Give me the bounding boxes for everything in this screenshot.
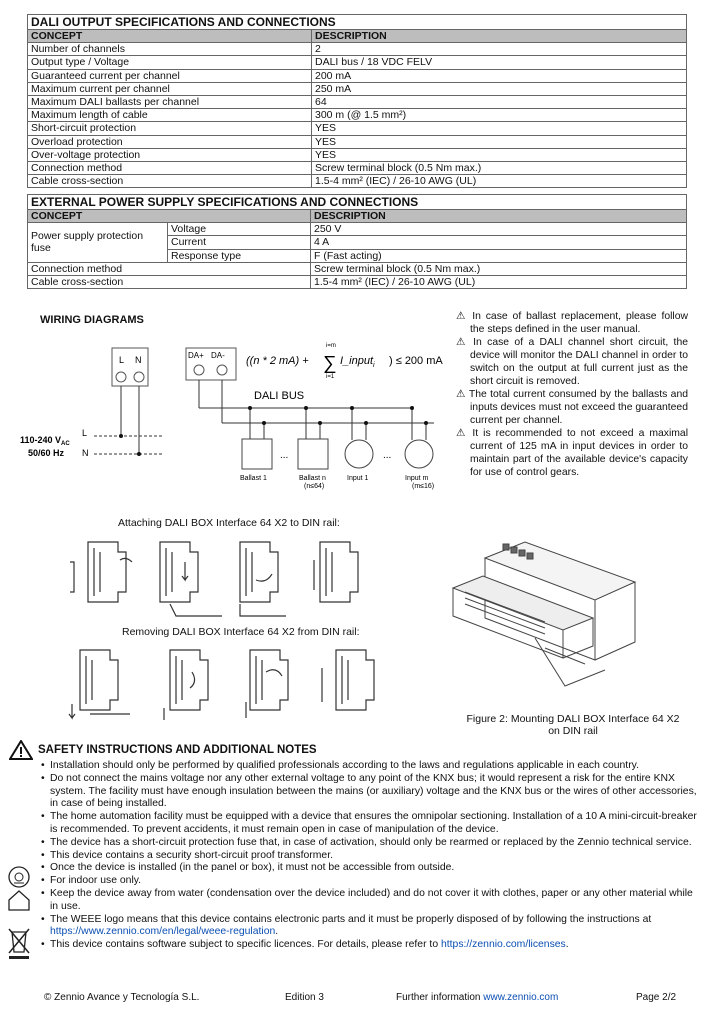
spec-value: YES	[312, 135, 687, 148]
warning-icon	[9, 740, 33, 760]
figure-caption-line-1: Figure 2: Mounting DALI BOX Interface 64 X2	[466, 713, 680, 725]
power-head-concept: CONCEPT	[28, 210, 311, 223]
safety-item: • Once the device is installed (in the panel or box), it must not be accessible from outside.	[50, 862, 702, 875]
spec-value: YES	[312, 122, 687, 135]
safety-item: • The device has a short-circuit protection fuse that, in case of activation, should only be rearmed or replaced by the Zennio technical service.	[50, 837, 702, 850]
spec-concept: Connection method	[28, 161, 312, 174]
safety-item-weee: • The WEEE logo means that this device contains electronic parts and it must be properly disposed of by following the instructions at https://www.zennio.com/en/legal/weee-regulation.	[50, 914, 702, 940]
spec-concept: Cable cross-section	[28, 175, 312, 188]
attach-illustration	[60, 532, 380, 622]
output-head-concept: CONCEPT	[28, 30, 312, 43]
table-row	[28, 56, 687, 69]
safety-item: • Installation should only be performed by qualified professionals according to the laws and regulations applicable in each country.	[50, 760, 702, 773]
fuse-response-value: F (Fast acting)	[311, 249, 687, 262]
table-row	[28, 175, 687, 188]
cable-section-label: Cable cross-section	[28, 275, 311, 288]
footer-info: Further information www.zennio.com	[396, 992, 559, 1003]
step-illustration	[322, 650, 374, 710]
spec-value: 1.5-4 mm² (IEC) / 26-10 AWG (UL)	[312, 175, 687, 188]
spec-value: 200 mA	[312, 69, 687, 82]
line-N-label: N	[82, 448, 89, 458]
spec-concept: Over-voltage protection	[28, 148, 312, 161]
attach-caption: Attaching DALI BOX Interface 64 X2 to DIN rail:	[118, 517, 340, 529]
formula-sum-bottom: i=1	[326, 374, 335, 380]
wiring-notes	[456, 310, 688, 479]
table-row	[28, 109, 687, 122]
safety-list	[40, 760, 702, 952]
transformer-icon	[6, 865, 32, 889]
step-illustration	[69, 650, 130, 718]
da-plus-label: DA+	[188, 351, 204, 360]
fuse-voltage-label: Voltage	[168, 223, 311, 236]
figure-caption-line-2: on DIN rail	[548, 725, 598, 737]
spec-value: 250 mA	[312, 82, 687, 95]
table-row	[28, 148, 687, 161]
table-row	[28, 135, 687, 148]
input-1-label: Input 1	[347, 475, 369, 482]
licenses-link[interactable]: https://zennio.com/licenses	[441, 939, 566, 951]
spec-value: 300 m (@ 1.5 mm²)	[312, 109, 687, 122]
ballast-n	[298, 406, 328, 469]
safety-item-licenses: • This device contains software subject to specific licences. For details, please refer to https://zennio.com/licenses.	[50, 939, 702, 952]
footer-company: © Zennio Avance y Tecnología S.L.	[44, 992, 200, 1003]
zennio-website-link[interactable]: www.zennio.com	[483, 992, 559, 1003]
spec-concept: Short-circuit protection	[28, 122, 312, 135]
weee-link[interactable]: https://www.zennio.com/en/legal/weee-regulation	[50, 926, 276, 938]
figure-caption	[446, 713, 700, 737]
formula-right: ) ≤ 200 mA	[389, 355, 443, 367]
table-row	[28, 43, 687, 56]
ballast-n-note: (n≤64)	[304, 483, 325, 490]
wiring-diagram	[14, 330, 454, 500]
fuse-response-label: Response type	[168, 249, 311, 262]
step-illustration	[160, 542, 222, 616]
step-illustration	[314, 542, 358, 602]
svg-text:...: ...	[280, 450, 289, 461]
safety-item: • For indoor use only.	[50, 875, 702, 888]
screw-icon	[134, 372, 144, 382]
input-1	[345, 406, 373, 468]
formula-sum-top: i=m	[326, 343, 336, 349]
svg-text:...: ...	[383, 450, 392, 461]
footer-page: Page 2/2	[636, 992, 677, 1003]
line-L-label: L	[82, 428, 88, 438]
power-table-title: EXTERNAL POWER SUPPLY SPECIFICATIONS AND CONNECTIONS	[28, 195, 687, 210]
table-title-row	[28, 15, 687, 30]
table-row	[28, 69, 687, 82]
mains-frequency-label: 50/60 Hz	[28, 448, 65, 458]
spec-concept: Maximum current per channel	[28, 82, 312, 95]
spec-concept: Guaranteed current per channel	[28, 69, 312, 82]
weee-bin-icon	[6, 926, 32, 960]
mains-voltage-label: 110-240 $V_{AC}$	[20, 435, 70, 447]
spec-value: YES	[312, 148, 687, 161]
power-supply-spec-table	[27, 194, 687, 289]
spec-concept: Maximum DALI ballasts per channel	[28, 95, 312, 108]
ballast-1-label: Ballast 1	[240, 475, 267, 482]
safety-item: • The home automation facility must be equipped with a device that ensures the omnipolar sectioning. Installation of a 10 A mini-circuit-breaker is recommended. To prevent accidents, it must remain open in case of manipulation of the device.	[50, 811, 702, 837]
spec-value: Screw terminal block (0.5 Nm max.)	[312, 161, 687, 174]
fuse-current-label: Current	[168, 236, 311, 249]
fuse-voltage-value: 250 V	[311, 223, 687, 236]
fuse-current-value: 4 A	[311, 236, 687, 249]
connection-method-value: Screw terminal block (0.5 Nm max.)	[311, 262, 687, 275]
note-item: ⚠ It is recommended to not exceed a maximal current of 125 mA in input devices in order to maintain part of the available device's capacity for use of control gears.	[456, 428, 689, 478]
cable-section-value: 1.5-4 mm² (IEC) / 26-10 AWG (UL)	[311, 275, 687, 288]
step-illustration	[164, 650, 208, 720]
safety-item: • This device contains a security short-circuit proof transformer.	[50, 850, 702, 863]
note-item: ⚠ In case of ballast replacement, please follow the steps defined in the user manual.	[456, 311, 689, 335]
table-row	[28, 161, 687, 174]
safety-item: • Keep the device away from water (condensation over the device included) and do not cover it with clothes, paper or any other material while in use.	[50, 888, 702, 914]
spec-concept: Number of channels	[28, 43, 312, 56]
da-minus-label: DA-	[211, 351, 225, 360]
output-head-description: DESCRIPTION	[312, 30, 687, 43]
terminal-L-label: L	[119, 355, 125, 365]
spec-value: DALI bus / 18 VDC FELV	[312, 56, 687, 69]
spec-concept: Maximum length of cable	[28, 109, 312, 122]
note-item: ⚠ In case of a DALI channel short circuit, the device will monitor the DALI channel in order to switch on the output at full current just as the short circuit is removed.	[456, 337, 689, 387]
formula-left: ((n * 2 mA) +	[246, 355, 309, 367]
input-m-note: (m≤16)	[412, 483, 435, 490]
dali-bus-label: DALI BUS	[254, 390, 305, 402]
terminal-N-label: N	[135, 355, 142, 365]
remove-illustration	[60, 642, 380, 722]
wiring-diagrams-title: WIRING DIAGRAMS	[40, 314, 144, 326]
safety-title: SAFETY INSTRUCTIONS AND ADDITIONAL NOTES	[38, 744, 317, 756]
screw-icon	[217, 365, 227, 375]
input-m	[405, 406, 433, 468]
dali-output-spec-table	[27, 14, 687, 188]
ballast-n-label: Ballast n	[299, 475, 326, 482]
step-illustration	[70, 542, 132, 602]
spec-value: 64	[312, 95, 687, 108]
screw-icon	[116, 372, 126, 382]
spec-concept: Output type / Voltage	[28, 56, 312, 69]
spec-value: 2	[312, 43, 687, 56]
table-head-row	[28, 30, 687, 43]
input-m-label: Input m	[405, 475, 429, 482]
remove-caption: Removing DALI BOX Interface 64 X2 from DIN rail:	[122, 626, 360, 638]
indoor-use-icon	[6, 888, 32, 912]
step-illustration	[240, 542, 286, 616]
device-mounting-illustration	[445, 528, 695, 708]
power-head-description: DESCRIPTION	[311, 210, 687, 223]
screw-icon	[194, 365, 204, 375]
connection-method-label: Connection method	[28, 262, 311, 275]
output-table-title: DALI OUTPUT SPECIFICATIONS AND CONNECTIONS	[28, 15, 687, 30]
note-item: ⚠ The total current consumed by the ballasts and inputs devices must not exceed the guaranteed current per channel.	[456, 389, 688, 426]
step-illustration	[246, 650, 288, 718]
table-row	[28, 122, 687, 135]
svg-text:∑: ∑	[323, 353, 337, 374]
spec-concept: Overload protection	[28, 135, 312, 148]
table-row	[28, 82, 687, 95]
safety-item: • Do not connect the mains voltage nor any other external voltage to any point of the KNX bus; it would represent a risk for the entire KNX system. The facility must have enough insulation between the mains (or auxiliary) voltage and the KNX bus or the wires of other accessories, in case of being installed.	[50, 773, 702, 811]
table-row	[28, 95, 687, 108]
fuse-label: Power supply protection fuse	[28, 223, 168, 263]
formula-term: I_input$_i$	[340, 355, 375, 369]
footer-edition: Edition 3	[285, 992, 324, 1003]
ballast-1	[242, 406, 272, 469]
